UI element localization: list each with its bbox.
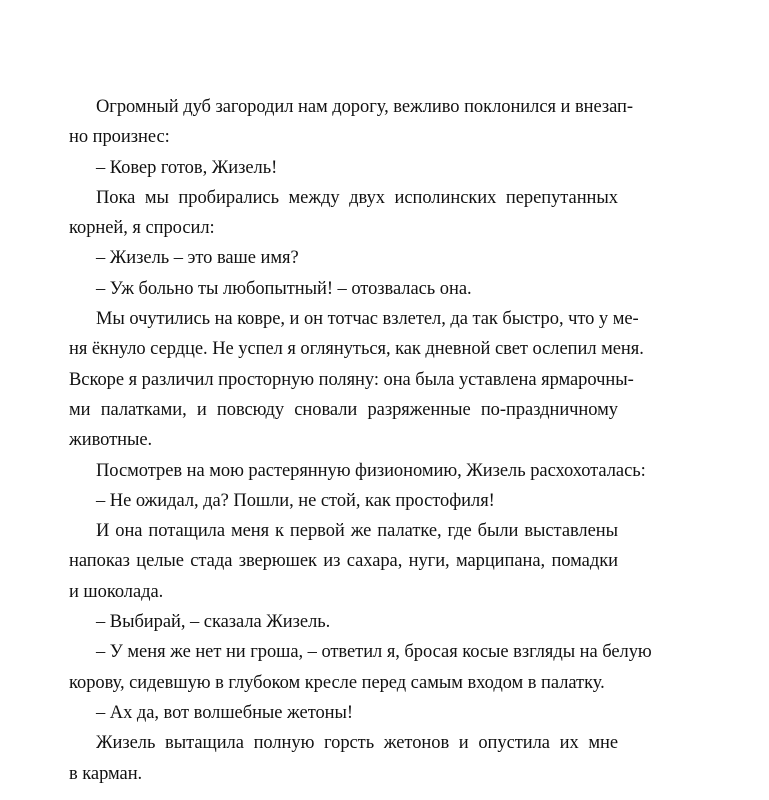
text-line: – Жизель – это ваше имя?	[96, 248, 299, 269]
text-line: в карман.	[69, 763, 143, 784]
body-text	[69, 92, 652, 789]
text-line: И она потащила меня к первой же палатке, где были выставлены	[96, 521, 618, 542]
text-line: ми палатками, и повсюду сновали разряженные по-праздничному	[69, 399, 618, 420]
text-line: – Не ожидал, да? Пошли, не стой, как простофиля!	[96, 490, 495, 511]
text-line: ня ёкнуло сердце. Не успел я оглянуться, как дневной свет ослепил меня.	[69, 339, 644, 360]
text-line: – Выбирай, – сказала Жизель.	[96, 612, 331, 633]
text-line: животные.	[69, 430, 153, 451]
text-line: – У меня же нет ни гроша, – ответил я, бросая косые взгляды на белую	[96, 642, 652, 663]
text-line: – Ах да, вот волшебные жетоны!	[96, 702, 354, 723]
text-line: Вскоре я различил просторную поляну: она была уставлена ярмарочны-	[69, 369, 634, 390]
text-line: но произнес:	[69, 127, 170, 148]
text-line: Жизель вытащила полную горсть жетонов и опустила их мне	[96, 733, 618, 754]
text-line: корову, сидевшую в глубоком кресле перед самым входом в палатку.	[69, 672, 605, 693]
text-line: Посмотрев на мою растерянную физиономию, Жизель расхохоталась:	[96, 460, 646, 481]
text-line: корней, я спросил:	[69, 218, 215, 239]
text-line: напоказ целые стада зверюшек из сахара, нуги, марципана, помадки	[69, 551, 618, 572]
text-line: Пока мы пробирались между двух исполинских перепутанных	[96, 187, 618, 208]
text-line: Мы очутились на ковре, и он тотчас взлетел, да так быстро, что у ме-	[96, 309, 639, 330]
text-line: – Уж больно ты любопытный! – отозвалась она.	[96, 278, 472, 299]
text-line: – Ковер готов, Жизель!	[96, 157, 278, 178]
text-line: и шоколада.	[69, 581, 164, 602]
text-line: Огромный дуб загородил нам дорогу, вежливо поклонился и внезап-	[96, 97, 634, 117]
